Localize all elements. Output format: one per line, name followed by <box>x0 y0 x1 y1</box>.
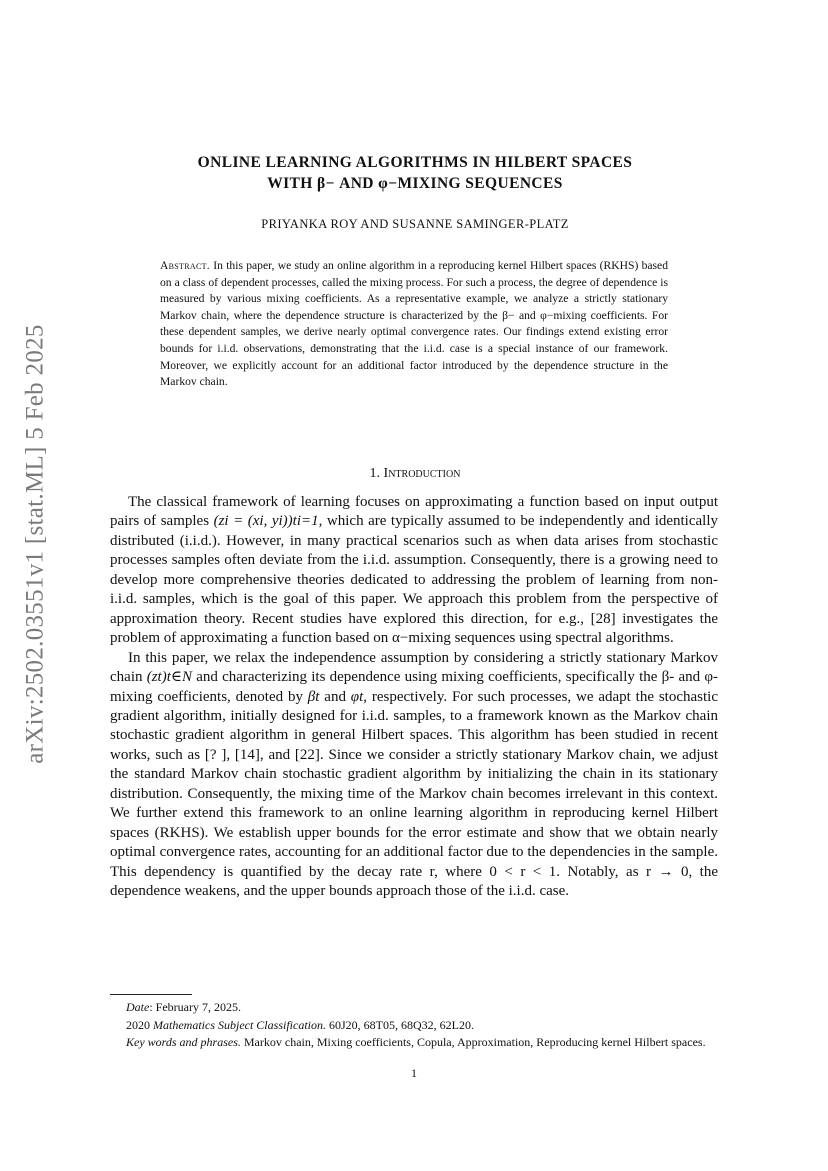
body-text <box>110 493 718 902</box>
footnotes <box>110 999 718 1052</box>
arxiv-stamp <box>14 324 58 764</box>
footnote-rule <box>110 994 192 995</box>
msc-value: 60J20, 68T05, 68Q32, 62L20. <box>328 1017 474 1032</box>
sample-formula: (zi = (xi, yi))ti=1, <box>213 513 323 530</box>
paragraph-2-part-1: In this paper, we relax the independence assumption by considering a strictly stationary Markov chain <box>110 649 718 686</box>
section-heading <box>110 466 720 482</box>
paper-title <box>110 152 720 194</box>
section-name: Introduction <box>383 466 461 481</box>
date-value: : February 7, 2025. <box>149 1000 241 1014</box>
paragraph-2-part-3: , respectively. For such processes, we adapt the stochastic gradient algorithm, initially designed for i.i.d. samples, to a framework known as the Markov chain stochastic gradient algorithm in general Hilbert spaces. This algorithm has been studied in recent works, such as [? ], [14], and [22]. Since we consider a strictly stationary Markov chain, we adjust the standard Markov chain stochastic gradient algorithm by initializing the chain in its stationary distribution. Consequently, the mixing time of the Markov chain becomes irrelevant in this context. We further extend this framework to an online learning algorithm in reproducing kernel Hilbert spaces (RKHS). We establish upper bounds for the error estimate and show that we obtain nearly optimal convergence rates, accounting for an additional factor due to the dependencies in the sample. This dependency is quantified by the decay rate r, where 0 < r < 1. Notably, as r → 0, the dependence weakens, and the upper bounds approach those of the i.i.d. case. <box>110 688 718 900</box>
paragraph-1 <box>110 493 718 649</box>
paragraph-2-part-2: and characterizing its dependence using mixing coefficients, specifically the β- and φ-mixing coefficients, denoted by <box>110 669 718 705</box>
date-label: Date <box>126 1000 150 1014</box>
msc-year: 2020 <box>126 1017 150 1032</box>
paragraph-1-part-2: which are typically assumed to be independently and identically distributed (i.i.d.). However, in many practical scenarios such as when data arises from stochastic processes samples often deviate from the i.i.d. assumption. Consequently, there is a growing need to develop more comprehensive theories dedicated to addressing the problem of learning from non-i.i.d. samples, which is the goal of this paper. We approach this problem from the perspective of approximation theory. Recent studies have explored this direction, for e.g., [28] investigates the problem of approximating a function based on α−mixing sequences using spectral algorithms. <box>110 513 719 647</box>
keywords-label: Key words and phrases. <box>126 1035 241 1049</box>
footnote-date <box>110 999 718 1017</box>
paragraph-1-part-1: The classical framework of learning focuses on approximating a function based on input output pairs of samples <box>110 494 718 530</box>
markov-chain-symbol: (zt)t∈N <box>146 669 192 686</box>
title-line-2: WITH β− AND φ−MIXING SEQUENCES <box>267 175 563 192</box>
author-list: PRIYANKA ROY AND SUSANNE SAMINGER-PLATZ <box>261 217 569 231</box>
and-word: and <box>324 688 346 705</box>
abstract-text: In this paper, we study an online algorithm in a reproducing kernel Hilbert spaces (RKHS) based on a class of dependent processes, called the mixing process. For such a process, the degree of dependence is measured by various mixing coefficients. As a representative example, we analyze a strictly stationary Markov chain, where the dependence structure is characterized by the β− and φ−mixing coefficients. For these dependent samples, we derive nearly optimal convergence rates. Our findings extend existing error bounds for i.i.d. observations, demonstrating that the i.i.d. case is a special instance of our framework. Moreover, we explicitly account for an additional factor introduced by the dependence structure in the Markov chain. <box>160 259 668 389</box>
title-line-1: ONLINE LEARNING ALGORITHMS IN HILBERT SPACES <box>197 154 633 171</box>
beta-symbol: βt <box>307 688 320 705</box>
paragraph-2 <box>110 649 718 902</box>
footnote-keywords <box>110 1034 718 1052</box>
arxiv-identifier: arXiv:2502.03551v1 [stat.ML] 5 Feb 2025 <box>22 324 49 764</box>
msc-label: Mathematics Subject Classification. <box>153 1017 326 1032</box>
abstract-label: Abstract. <box>160 259 210 272</box>
abstract <box>160 258 668 391</box>
keywords-value: Markov chain, Mixing coefficients, Copula, Approximation, Reproducing kernel Hilbert spaces. <box>243 1035 706 1049</box>
section-number: 1. <box>369 466 381 481</box>
footnote-msc <box>110 1017 718 1035</box>
phi-symbol: φt <box>350 688 364 705</box>
page-number: 1 <box>411 1066 417 1080</box>
